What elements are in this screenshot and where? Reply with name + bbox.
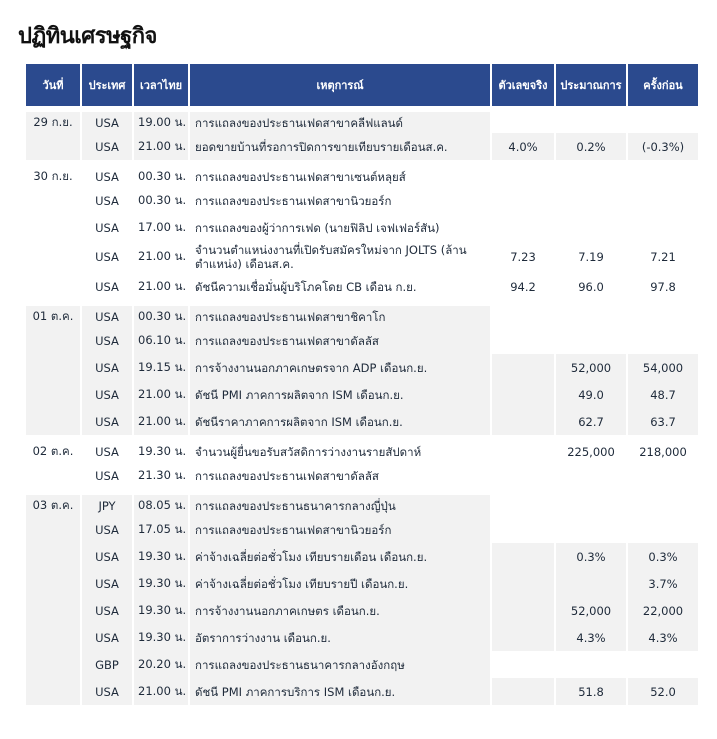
row-country: USA xyxy=(82,462,132,489)
row-country: GBP xyxy=(82,651,132,678)
table-row xyxy=(26,106,698,133)
row-forecast xyxy=(556,489,626,516)
row-event: ดัชนีความเชื่อมั่นผู้บริโภคโดย CB เดือน ก.ย. xyxy=(190,273,490,300)
row-previous: 7.21 xyxy=(628,241,698,273)
row-previous: 4.3% xyxy=(628,624,698,651)
row-time: 00.30 น. xyxy=(134,187,188,214)
table-row xyxy=(26,354,698,381)
row-event: จำนวนตำแหน่งงานที่เปิดรับสมัครใหม่จาก JOLTS (ล้านตำแหน่ง) เดือนส.ค. xyxy=(190,241,490,273)
row-time: 17.05 น. xyxy=(134,516,188,543)
row-time: 19.30 น. xyxy=(134,570,188,597)
row-event: ยอดขายบ้านที่รอการปิดการขายเทียบรายเดือนส.ค. xyxy=(190,133,490,160)
row-forecast xyxy=(556,570,626,597)
table-row xyxy=(26,570,698,597)
row-forecast xyxy=(556,106,626,133)
table-row xyxy=(26,408,698,435)
row-time: 00.30 น. xyxy=(134,160,188,187)
row-country: USA xyxy=(82,435,132,462)
row-actual xyxy=(492,187,554,214)
row-time: 21.00 น. xyxy=(134,678,188,705)
row-event: การจ้างงานนอกภาคเกษตรจาก ADP เดือนก.ย. xyxy=(190,354,490,381)
table-row xyxy=(26,241,698,273)
row-previous: 48.7 xyxy=(628,381,698,408)
row-country: USA xyxy=(82,516,132,543)
row-event: ดัชนี PMI ภาคการผลิตจาก ISM เดือนก.ย. xyxy=(190,381,490,408)
row-date: 03 ต.ค. xyxy=(26,489,80,516)
row-date: 02 ต.ค. xyxy=(26,435,80,462)
row-forecast: 4.3% xyxy=(556,624,626,651)
row-forecast: 0.3% xyxy=(556,543,626,570)
row-forecast xyxy=(556,160,626,187)
row-actual xyxy=(492,354,554,381)
row-previous: 97.8 xyxy=(628,273,698,300)
row-previous xyxy=(628,106,698,133)
row-forecast: 52,000 xyxy=(556,354,626,381)
row-time: 08.05 น. xyxy=(134,489,188,516)
row-date xyxy=(26,133,80,160)
row-previous xyxy=(628,489,698,516)
row-forecast xyxy=(556,516,626,543)
header-date: วันที่ xyxy=(26,64,80,106)
row-event: การแถลงของประธานธนาคารกลางญี่ปุ่น xyxy=(190,489,490,516)
row-actual xyxy=(492,160,554,187)
row-event: การแถลงของผู้ว่าการเฟด (นายฟิลิป เจฟเฟอร์สัน) xyxy=(190,214,490,241)
row-time: 19.30 น. xyxy=(134,597,188,624)
row-forecast: 96.0 xyxy=(556,273,626,300)
row-time: 21.00 น. xyxy=(134,408,188,435)
table-row xyxy=(26,516,698,543)
row-previous: 0.3% xyxy=(628,543,698,570)
economic-calendar-table xyxy=(24,64,700,705)
table-row xyxy=(26,597,698,624)
row-previous: 63.7 xyxy=(628,408,698,435)
table-row xyxy=(26,327,698,354)
row-previous: 54,000 xyxy=(628,354,698,381)
table-row xyxy=(26,187,698,214)
row-forecast xyxy=(556,327,626,354)
row-event: การแถลงของประธานธนาคารกลางอังกฤษ xyxy=(190,651,490,678)
row-event: อัตราการว่างงาน เดือนก.ย. xyxy=(190,624,490,651)
table-row xyxy=(26,543,698,570)
row-country: JPY xyxy=(82,489,132,516)
row-event: การแถลงของประธานเฟดสาขาคลีฟแลนด์ xyxy=(190,106,490,133)
row-previous xyxy=(628,187,698,214)
row-actual xyxy=(492,327,554,354)
row-time: 21.00 น. xyxy=(134,241,188,273)
row-actual xyxy=(492,462,554,489)
table-row xyxy=(26,435,698,462)
row-actual: 94.2 xyxy=(492,273,554,300)
row-country: USA xyxy=(82,187,132,214)
row-time: 21.30 น. xyxy=(134,462,188,489)
row-forecast xyxy=(556,214,626,241)
table-row xyxy=(26,624,698,651)
row-previous: 218,000 xyxy=(628,435,698,462)
row-forecast: 62.7 xyxy=(556,408,626,435)
row-country: USA xyxy=(82,543,132,570)
row-country: USA xyxy=(82,327,132,354)
row-country: USA xyxy=(82,214,132,241)
row-country: USA xyxy=(82,160,132,187)
row-time: 21.00 น. xyxy=(134,381,188,408)
row-country: USA xyxy=(82,597,132,624)
row-forecast: 52,000 xyxy=(556,597,626,624)
row-time: 21.00 น. xyxy=(134,273,188,300)
table-row xyxy=(26,678,698,705)
row-date xyxy=(26,462,80,489)
row-time: 19.15 น. xyxy=(134,354,188,381)
row-forecast: 51.8 xyxy=(556,678,626,705)
row-actual xyxy=(492,300,554,327)
row-event: ค่าจ้างเฉลี่ยต่อชั่วโมง เทียบรายเดือน เดือนก.ย. xyxy=(190,543,490,570)
row-country: USA xyxy=(82,106,132,133)
row-actual xyxy=(492,381,554,408)
row-forecast: 0.2% xyxy=(556,133,626,160)
table-row xyxy=(26,160,698,187)
row-time: 19.00 น. xyxy=(134,106,188,133)
row-date xyxy=(26,354,80,381)
row-previous xyxy=(628,516,698,543)
row-previous: 52.0 xyxy=(628,678,698,705)
row-previous: (-0.3%) xyxy=(628,133,698,160)
row-time: 20.20 น. xyxy=(134,651,188,678)
row-date: 30 ก.ย. xyxy=(26,160,80,187)
header-time: เวลาไทย xyxy=(134,64,188,106)
row-time: 17.00 น. xyxy=(134,214,188,241)
row-previous xyxy=(628,327,698,354)
row-actual: 4.0% xyxy=(492,133,554,160)
table-row xyxy=(26,300,698,327)
row-previous xyxy=(628,160,698,187)
row-country: USA xyxy=(82,408,132,435)
row-date xyxy=(26,570,80,597)
row-date xyxy=(26,408,80,435)
row-forecast: 225,000 xyxy=(556,435,626,462)
row-actual xyxy=(492,624,554,651)
row-country: USA xyxy=(82,354,132,381)
row-actual xyxy=(492,651,554,678)
row-country: USA xyxy=(82,300,132,327)
row-date xyxy=(26,516,80,543)
header-previous: ครั้งก่อน xyxy=(628,64,698,106)
row-date xyxy=(26,651,80,678)
row-event: การจ้างงานนอกภาคเกษตร เดือนก.ย. xyxy=(190,597,490,624)
row-forecast xyxy=(556,300,626,327)
row-actual xyxy=(492,489,554,516)
row-forecast: 7.19 xyxy=(556,241,626,273)
header-actual: ตัวเลขจริง xyxy=(492,64,554,106)
row-country: USA xyxy=(82,570,132,597)
row-actual xyxy=(492,597,554,624)
row-date xyxy=(26,241,80,273)
row-event: ค่าจ้างเฉลี่ยต่อชั่วโมง เทียบรายปี เดือนก.ย. xyxy=(190,570,490,597)
table-row xyxy=(26,489,698,516)
row-date xyxy=(26,273,80,300)
row-event: ดัชนีราคาภาคการผลิตจาก ISM เดือนก.ย. xyxy=(190,408,490,435)
row-time: 21.00 น. xyxy=(134,133,188,160)
row-forecast xyxy=(556,187,626,214)
row-event: การแถลงของประธานเฟดสาขานิวยอร์ก xyxy=(190,516,490,543)
row-date xyxy=(26,214,80,241)
row-time: 06.10 น. xyxy=(134,327,188,354)
row-forecast xyxy=(556,462,626,489)
header-event: เหตุการณ์ xyxy=(190,64,490,106)
row-time: 19.30 น. xyxy=(134,624,188,651)
row-country: USA xyxy=(82,241,132,273)
table-row xyxy=(26,214,698,241)
table-row xyxy=(26,273,698,300)
row-actual xyxy=(492,543,554,570)
row-previous xyxy=(628,214,698,241)
header-row xyxy=(26,64,698,106)
page-title: ปฏิทินเศรษฐกิจ xyxy=(18,24,157,49)
row-previous xyxy=(628,462,698,489)
row-actual xyxy=(492,408,554,435)
row-date xyxy=(26,187,80,214)
row-time: 19.30 น. xyxy=(134,435,188,462)
row-event: การแถลงของประธานเฟดสาขาดัลลัส xyxy=(190,327,490,354)
row-country: USA xyxy=(82,678,132,705)
row-actual: 7.23 xyxy=(492,241,554,273)
row-event: การแถลงของประธานเฟดสาขานิวยอร์ก xyxy=(190,187,490,214)
row-actual xyxy=(492,106,554,133)
row-date: 01 ต.ค. xyxy=(26,300,80,327)
row-country: USA xyxy=(82,273,132,300)
row-date xyxy=(26,327,80,354)
row-actual xyxy=(492,214,554,241)
row-country: USA xyxy=(82,133,132,160)
table-row xyxy=(26,462,698,489)
row-date xyxy=(26,381,80,408)
row-event: การแถลงของประธานเฟดสาขาดัลลัส xyxy=(190,462,490,489)
row-actual xyxy=(492,516,554,543)
header-country: ประเทศ xyxy=(82,64,132,106)
row-time: 00.30 น. xyxy=(134,300,188,327)
row-event: ดัชนี PMI ภาคการบริการ ISM เดือนก.ย. xyxy=(190,678,490,705)
row-date xyxy=(26,597,80,624)
row-country: USA xyxy=(82,381,132,408)
row-previous: 22,000 xyxy=(628,597,698,624)
row-date xyxy=(26,543,80,570)
row-date xyxy=(26,624,80,651)
table-row xyxy=(26,133,698,160)
row-date xyxy=(26,678,80,705)
row-previous xyxy=(628,300,698,327)
row-date: 29 ก.ย. xyxy=(26,106,80,133)
table-row xyxy=(26,381,698,408)
row-event: การแถลงของประธานเฟดสาขาเซนต์หลุยส์ xyxy=(190,160,490,187)
row-actual xyxy=(492,678,554,705)
header-forecast: ประมาณการ xyxy=(556,64,626,106)
row-event: จำนวนผู้ยื่นขอรับสวัสดิการว่างงานรายสัปดาห์ xyxy=(190,435,490,462)
row-forecast: 49.0 xyxy=(556,381,626,408)
row-previous xyxy=(628,651,698,678)
row-time: 19.30 น. xyxy=(134,543,188,570)
row-forecast xyxy=(556,651,626,678)
row-country: USA xyxy=(82,624,132,651)
row-event: การแถลงของประธานเฟดสาขาชิคาโก xyxy=(190,300,490,327)
table-row xyxy=(26,651,698,678)
row-actual xyxy=(492,570,554,597)
row-previous: 3.7% xyxy=(628,570,698,597)
row-actual xyxy=(492,435,554,462)
